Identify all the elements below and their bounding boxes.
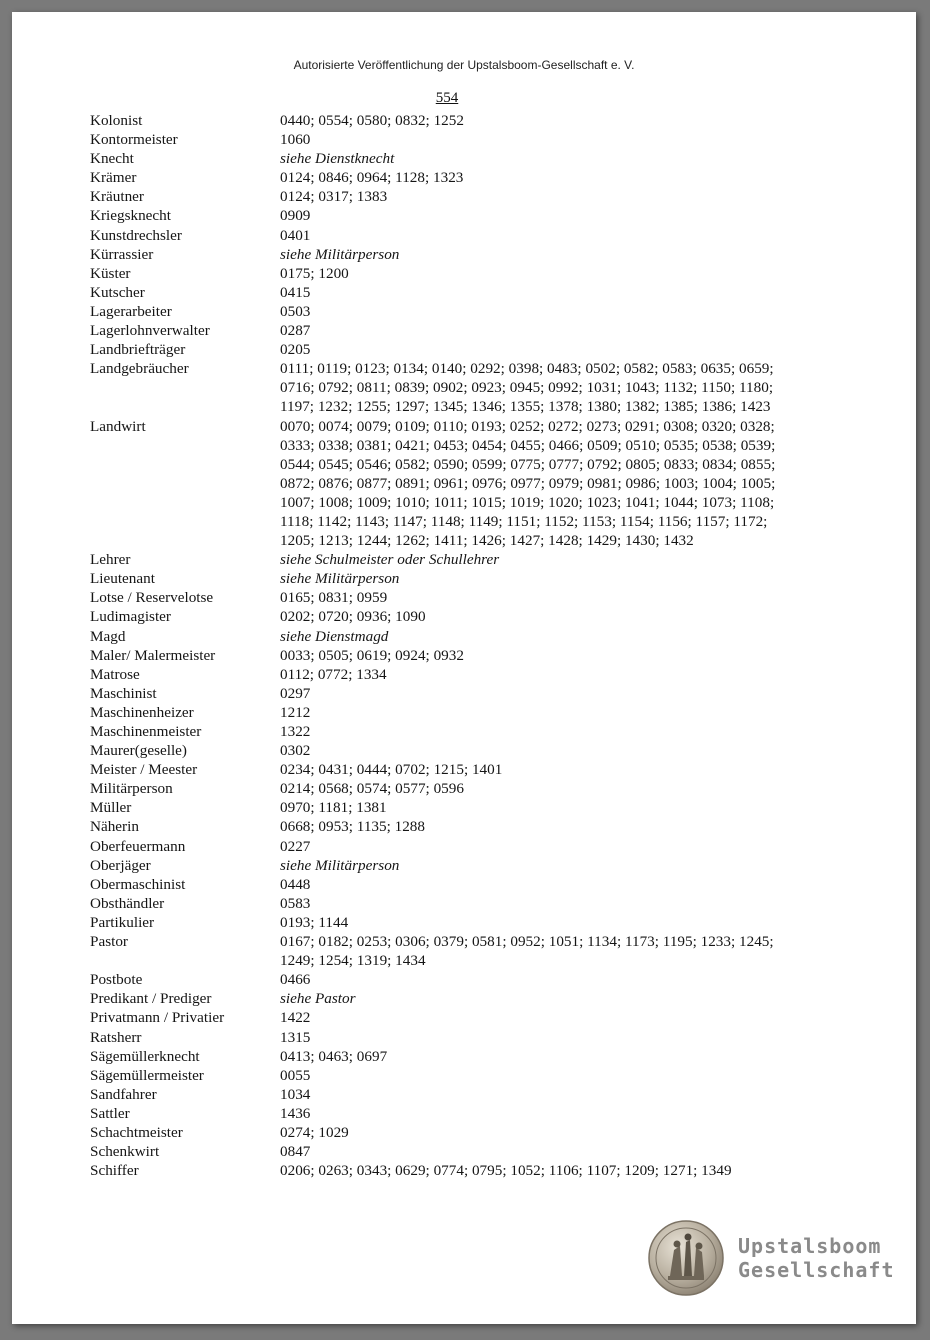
entry-references: 0440; 0554; 0580; 0832; 1252 — [280, 112, 464, 129]
entry-cross-reference: siehe Pastor — [280, 990, 356, 1008]
entry-term: Krämer — [90, 169, 137, 187]
entry-references: 0112; 0772; 1334 — [280, 665, 387, 683]
entry-references: 0167; 0182; 0253; 0306; 0379; 0581; 0952; 1051; 1134; 1173; 1195; 1233; 1245; 1249; 1254; 1319; 1434 — [280, 933, 774, 970]
entry-term: Schenkwirt — [90, 1143, 160, 1161]
index-entry — [90, 627, 810, 646]
entry-references: 1322 — [280, 723, 311, 740]
index-entry — [90, 646, 810, 665]
entry-term: Landbriefträger — [90, 341, 186, 359]
entry-references: 0466 — [280, 971, 311, 989]
entry-references: 0415 — [280, 283, 311, 301]
entry-references: 0401 — [280, 226, 311, 244]
entry-term: Predikant / Prediger — [90, 990, 212, 1008]
index-entry — [90, 798, 810, 817]
index-entry — [90, 837, 810, 856]
entry-term: Sägemüllermeister — [90, 1066, 204, 1084]
entry-term: Partikulier — [90, 913, 155, 931]
entry-term: Kriegsknecht — [90, 207, 171, 225]
entry-term: Kontormeister — [90, 131, 178, 149]
index-entry — [90, 359, 810, 416]
index-entry — [90, 1104, 810, 1123]
entry-references: 0970; 1181; 1381 — [280, 799, 387, 817]
index-entry — [90, 226, 810, 245]
entry-term: Müller — [90, 799, 132, 817]
index-entry — [90, 168, 810, 187]
entry-term: Maschinist — [90, 684, 157, 702]
entry-references: 0448 — [280, 875, 311, 893]
entry-term: Matrose — [90, 665, 140, 683]
occupation-index-list — [90, 111, 810, 1180]
entry-term: Obsthändler — [90, 894, 165, 912]
entry-references: 0274; 1029 — [280, 1123, 349, 1141]
entry-term: Pastor — [90, 933, 128, 951]
entry-term: Maler/ Malermeister — [90, 646, 216, 664]
entry-term: Magd — [90, 627, 126, 645]
entry-term: Schiffer — [90, 1162, 139, 1180]
entry-term: Kürrassier — [90, 245, 154, 263]
entry-references: 0205 — [280, 341, 311, 359]
index-entry — [90, 321, 810, 340]
index-entry — [90, 340, 810, 359]
entry-references: 0070; 0074; 0079; 0109; 0110; 0193; 0252; 0272; 0273; 0291; 0308; 0320; 0328; 0333; 0338; 0381; 0421; 0453; 0454; 0455; 0466; 0509; 0510; 0535; 0538; 0539; 0544; 0545; 0546; 0582; 0590; 0599; 0775; 0777; 0792; 0805; 0833; 0834; 0855; 0872; 0876; 0877; 0891; 0961; 0976; 0977; 0979; 0981; 0986; 1003; 1004; 1005; 1007; 1008; 1009; 1010; 1011; 1015; 1019; 1020; 1023; 1041; 1044; 1073; 1108; 1118; 1142; 1143; 1147; 1148; 1149; 1151; 1152; 1153; 1154; 1156; 1157; 1172; 1205; 1213; 1244; 1262; 1411; 1426; 1427; 1428; 1429; 1430; 1432 — [280, 417, 776, 550]
entry-term: Sägemüllerknecht — [90, 1047, 200, 1065]
index-entry — [90, 779, 810, 798]
index-entry — [90, 703, 810, 722]
index-entry — [90, 111, 810, 130]
seal-emblem-icon — [648, 1220, 724, 1296]
index-entry — [90, 760, 810, 779]
entry-references: 0302 — [280, 742, 311, 760]
page-number: 554 — [435, 90, 459, 106]
entry-references: 0847 — [280, 1143, 311, 1161]
entry-references: 1212 — [280, 703, 311, 721]
entry-term: Maschinenheizer — [90, 703, 194, 721]
index-entry — [90, 970, 810, 989]
index-entry — [90, 302, 810, 321]
entry-references: 1436 — [280, 1104, 311, 1122]
index-entry — [90, 894, 810, 913]
entry-term: Kolonist — [90, 112, 143, 129]
entry-references: 0206; 0263; 0343; 0629; 0774; 0795; 1052; 1106; 1107; 1209; 1271; 1349 — [280, 1162, 732, 1180]
entry-cross-reference: siehe Dienstmagd — [280, 627, 389, 645]
society-logo — [648, 1220, 895, 1296]
index-entry — [90, 741, 810, 760]
entry-references: 0111; 0119; 0123; 0134; 0140; 0292; 0398; 0483; 0502; 0582; 0583; 0635; 0659; 0716; 0792; 0811; 0839; 0902; 0923; 0945; 0992; 1031; 1043; 1132; 1150; 1180; 1197; 1232; 1255; 1297; 1345; 1346; 1355; 1378; 1380; 1382; 1385; 1386; 1423 — [280, 360, 774, 416]
entry-references: 0193; 1144 — [280, 913, 349, 931]
entry-cross-reference: siehe Schulmeister oder Schullehrer — [280, 551, 500, 569]
index-entry — [90, 550, 810, 569]
entry-term: Kräutner — [90, 188, 144, 206]
index-entry — [90, 588, 810, 607]
index-entry — [90, 1028, 810, 1047]
index-entry — [90, 264, 810, 283]
entry-references: 0214; 0568; 0574; 0577; 0596 — [280, 780, 464, 798]
index-entry — [90, 130, 810, 149]
index-entry — [90, 283, 810, 302]
index-entry — [90, 856, 810, 875]
logo-line-1: Upstalsboom — [738, 1234, 882, 1258]
publication-header: Autorisierte Veröffentlichung der Upstalsboom-Gesellschaft e. V. — [293, 58, 635, 72]
index-entry — [90, 1161, 810, 1180]
entry-cross-reference: siehe Militärperson — [280, 856, 400, 874]
entry-term: Militärperson — [90, 780, 173, 798]
entry-term: Lehrer — [90, 551, 131, 569]
entry-term: Lagerarbeiter — [90, 302, 172, 320]
index-entry — [90, 1123, 810, 1142]
entry-cross-reference: siehe Militärperson — [280, 245, 400, 263]
entry-term: Obermaschinist — [90, 875, 186, 893]
entry-references: 0909 — [280, 207, 311, 225]
entry-references: 0227 — [280, 837, 311, 855]
entry-term: Ludimagister — [90, 608, 171, 626]
index-entry — [90, 417, 810, 551]
index-entry — [90, 1142, 810, 1161]
index-entry — [90, 1066, 810, 1085]
document-page — [12, 12, 916, 1324]
index-entry — [90, 932, 810, 970]
logo-line-2: Gesellschaft — [738, 1258, 895, 1282]
entry-term: Ratsherr — [90, 1028, 142, 1046]
entry-references: 0234; 0431; 0444; 0702; 1215; 1401 — [280, 761, 503, 779]
entry-references: 0287 — [280, 322, 311, 340]
entry-references: 0124; 0846; 0964; 1128; 1323 — [280, 169, 464, 187]
entry-references: 0033; 0505; 0619; 0924; 0932 — [280, 646, 464, 664]
index-entry — [90, 187, 810, 206]
entry-term: Privatmann / Privatier — [90, 1009, 225, 1027]
entry-references: 0503 — [280, 302, 311, 320]
index-entry — [90, 722, 810, 741]
entry-references: 0055 — [280, 1066, 311, 1084]
entry-term: Kutscher — [90, 283, 145, 301]
index-entry — [90, 1047, 810, 1066]
entry-references: 0583 — [280, 894, 311, 912]
entry-references: 0165; 0831; 0959 — [280, 589, 388, 607]
index-entry — [90, 1085, 810, 1104]
entry-cross-reference: siehe Dienstknecht — [280, 150, 395, 168]
entry-references: 0668; 0953; 1135; 1288 — [280, 818, 425, 836]
entry-term: Sattler — [90, 1104, 130, 1122]
index-entry — [90, 817, 810, 836]
entry-term: Lotse / Reservelotse — [90, 589, 214, 607]
entry-term: Oberfeuermann — [90, 837, 186, 855]
index-entry — [90, 569, 810, 588]
entry-references: 1060 — [280, 131, 311, 149]
entry-term: Näherin — [90, 818, 139, 836]
entry-term: Kunstdrechsler — [90, 226, 182, 244]
entry-term: Lieutenant — [90, 570, 155, 588]
entry-term: Maschinenmeister — [90, 723, 202, 740]
entry-references: 1034 — [280, 1085, 311, 1103]
index-entry — [90, 913, 810, 932]
entry-term: Landwirt — [90, 417, 146, 435]
entry-term: Postbote — [90, 971, 143, 989]
index-entry — [90, 989, 810, 1008]
entry-term: Schachtmeister — [90, 1123, 183, 1141]
entry-references: 0202; 0720; 0936; 1090 — [280, 608, 426, 626]
entry-term: Maurer(geselle) — [90, 742, 187, 760]
entry-references: 1422 — [280, 1009, 311, 1027]
index-entry — [90, 245, 810, 264]
index-entry — [90, 665, 810, 684]
index-entry — [90, 875, 810, 894]
society-name — [738, 1234, 895, 1282]
entry-cross-reference: siehe Militärperson — [280, 570, 400, 588]
entry-term: Landgebräucher — [90, 360, 189, 378]
index-entry — [90, 607, 810, 626]
index-entry — [90, 1008, 810, 1027]
entry-term: Oberjäger — [90, 856, 151, 874]
entry-term: Sandfahrer — [90, 1085, 157, 1103]
entry-term: Küster — [90, 264, 131, 282]
entry-references: 0124; 0317; 1383 — [280, 188, 388, 206]
index-entry — [90, 149, 810, 168]
index-entry — [90, 684, 810, 703]
index-entry — [90, 206, 810, 225]
entry-term: Meister / Meester — [90, 761, 198, 779]
entry-term: Knecht — [90, 150, 134, 168]
entry-references: 0297 — [280, 684, 311, 702]
entry-references: 0413; 0463; 0697 — [280, 1047, 388, 1065]
entry-term: Lagerlohnverwalter — [90, 322, 210, 340]
entry-references: 1315 — [280, 1028, 311, 1046]
entry-references: 0175; 1200 — [280, 264, 349, 282]
